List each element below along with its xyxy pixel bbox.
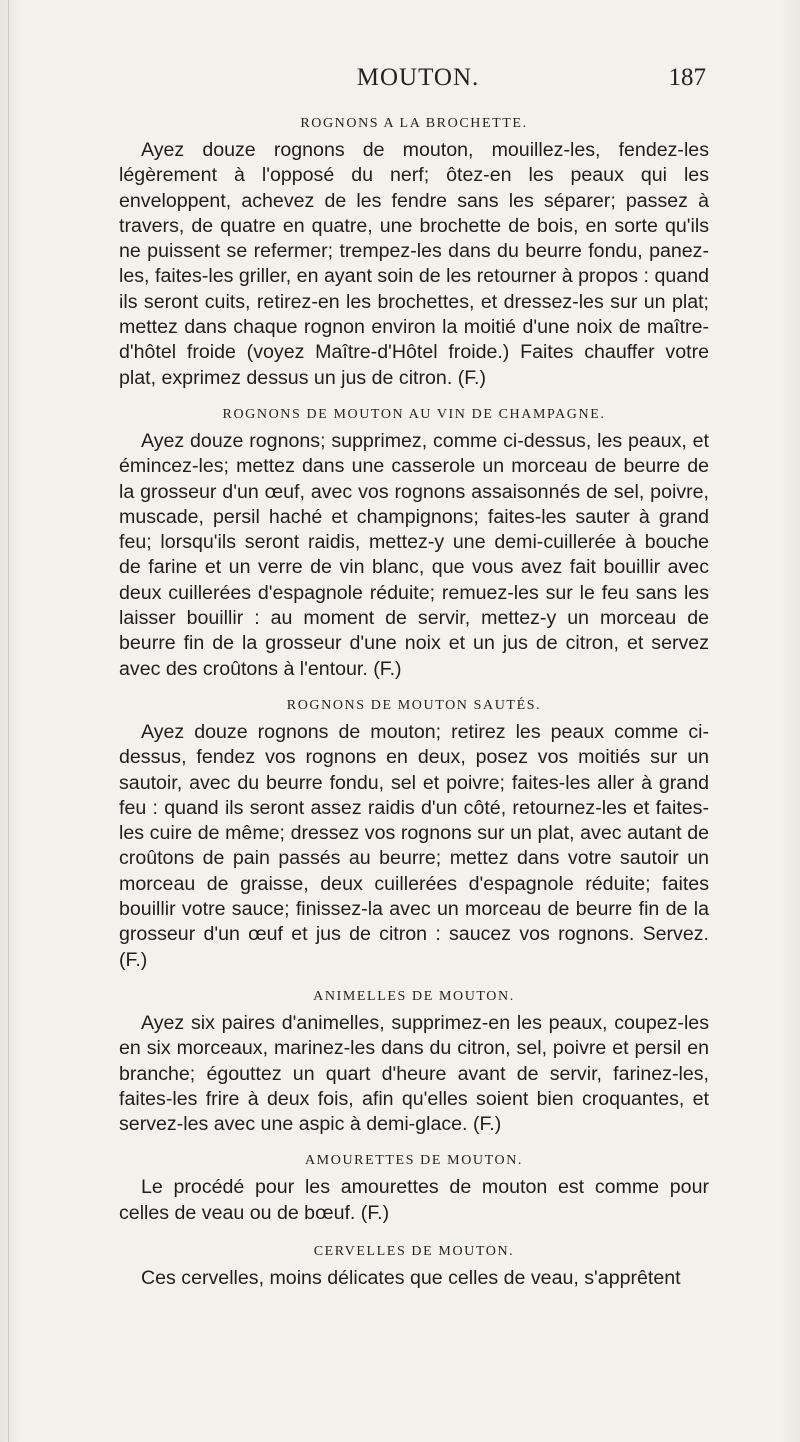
recipe-amourettes — [119, 1153, 709, 1226]
recipe-title: ROGNONS DE MOUTON AU VIN DE CHAMPAGNE. — [222, 406, 606, 422]
recipe-text: Ayez six paires d'animelles, supprimez-en les peaux, coupez-les en six morceaux, marinez-les dans du citron, sel, poivre et persil en branche; égouttez un quart d'heure avant de servir, farinez-les, faites-les frire à deux fois, afin qu'elles soient bien croquantes, et servez-les avec une aspic à demi-glace. (F.) — [119, 1011, 709, 1136]
page-header — [130, 64, 706, 108]
recipe-text: Ayez douze rognons de mouton; retirez les peaux comme ci-dessus, fendez vos rognons en deux, posez vos moitiés sur un sautoir, avec du beurre fondu, sel et poivre; faites-les aller à grand feu : quand ils seront assez raidis d'un côté, retournez-les et faites-les cuire de même; dressez vos rognons sur un plat, avec autant de croûtons de pain passés au beurre; mettez dans votre sautoir un morceau de graisse, deux cuillerées d'espagnole réduite; faites bouillir votre sauce; finissez-la avec un morceau de beurre fin de la grosseur d'un œuf et jus de citron : saucez vos rognons. Servez. (F.) — [119, 720, 709, 971]
recipe-rognons-champagne — [119, 407, 709, 682]
page-gutter-edge — [8, 0, 9, 1442]
recipe-title: ROGNONS DE MOUTON SAUTÉS. — [286, 697, 542, 713]
page-number: 187 — [668, 64, 706, 91]
recipe-title: CERVELLES DE MOUTON. — [313, 1243, 515, 1259]
recipe-text: Ces cervelles, moins délicates que celles de veau, s'apprêtent — [141, 1266, 681, 1289]
page-content — [119, 116, 709, 1291]
recipe-text: Ayez douze rognons; supprimez, comme ci-dessus, les peaux, et émincez-les; mettez dans une casserole un morceau de beurre de la grosseur d'un œuf, avec vos rognons assaisonnés de sel, poivre, muscade, persil haché et champignons; faites-les sauter à grand feu; lorsqu'ils seront raidis, mettez-y une demi-cuillerée à bouche de farine et un verre de vin blanc, que vous avez fait bouillir avec deux cuillerées d'espagnole réduite; remuez-les sur le feu sans les laisser bouillir : au moment de servir, mettez-y un morceau de beurre fin de la grosseur d'une noix et un jus de citron, et servez avec des croûtons à l'entour. (F.) — [119, 429, 709, 680]
recipe-cervelles — [119, 1244, 709, 1291]
recipe-text: Le procédé pour les amourettes de mouton est comme pour celles de veau ou de bœuf. (F.) — [119, 1176, 709, 1224]
recipe-animelles — [119, 989, 709, 1137]
recipe-title: ANIMELLES DE MOUTON. — [313, 988, 515, 1004]
recipe-title: ROGNONS A LA BROCHETTE. — [300, 116, 528, 131]
recipe-text: Ayez douze rognons de mouton, mouillez-les, fendez-les légèrement à l'opposé du nerf; ôtez-en les peaux qui les enveloppent, achevez de les fendre sans les séparer; passez à travers, de quatre en quatre, une brochette de bois, en sorte qu'ils ne puissent se refermer; trempez-les dans du beurre fondu, panez-les, faites-les griller, en ayant soin de les retourner à propos : quand ils seront cuits, retirez-en les brochettes, et dressez-les sur un plat; mettez dans chaque rognon environ la moitié d'une noix de maître-d'hôtel froide (voyez Maître-d'Hôtel froide.) Faites chauffer votre plat, exprimez dessus un jus de citron. (F.) — [119, 139, 709, 389]
recipe-rognons-sautes — [119, 698, 709, 973]
running-title: MOUTON. — [356, 64, 480, 91]
recipe-rognons-brochette — [119, 116, 709, 391]
recipe-title: AMOURETTES DE MOUTON. — [304, 1153, 524, 1169]
